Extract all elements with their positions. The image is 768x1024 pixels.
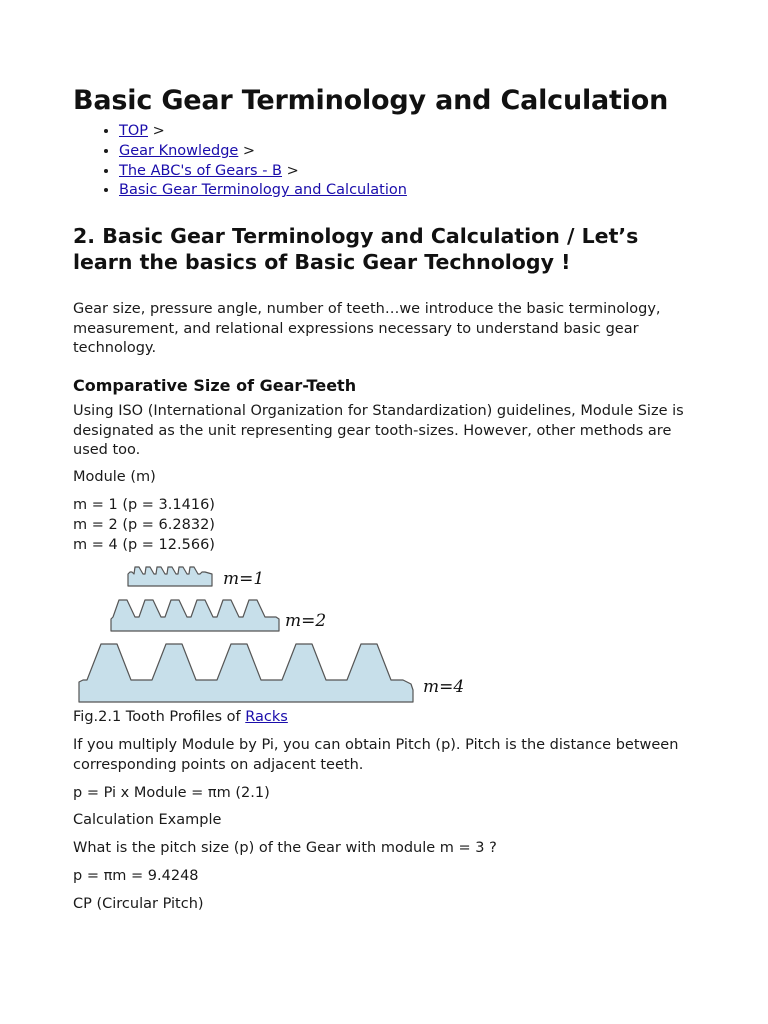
- rack-m4: [79, 644, 413, 702]
- pitch-formula: p = Pi x Module = πm (2.1): [73, 785, 270, 801]
- breadcrumb-item-top: [119, 122, 407, 142]
- module-line-2: m = 2 (p = 6.2832): [73, 517, 215, 533]
- rack-tooth-profiles-figure: [73, 562, 473, 704]
- rack-profiles-diagram: [73, 562, 473, 704]
- module-line-1: m = 1 (p = 3.1416): [73, 497, 215, 513]
- intro-paragraph: Gear size, pressure angle, number of teeth…we introduce the basic terminology, measurement, and relational expressions necessary to understand basic gear technology.: [73, 301, 661, 357]
- page-title: Basic Gear Terminology and Calculation: [73, 85, 669, 116]
- subheading-gear-teeth-size: Comparative Size of Gear-Teeth: [73, 376, 357, 395]
- rack-label-m2: m=2: [285, 611, 327, 631]
- figure-caption: [73, 708, 693, 728]
- iso-paragraph: Using ISO (International Organization for Standardization) guidelines, Module Size is designated as the unit representing gear tooth-sizes. However, other methods are used too.: [73, 403, 684, 459]
- rack-label-m1: m=1: [223, 569, 265, 589]
- rack-m1: [128, 567, 212, 586]
- breadcrumb-separator: >: [282, 162, 299, 179]
- racks-link[interactable]: Racks: [245, 709, 288, 725]
- breadcrumb: [73, 122, 407, 201]
- figure-caption-text: Fig.2.1 Tooth Profiles of: [73, 709, 246, 725]
- section-heading: 2. Basic Gear Terminology and Calculation / Let’s learn the basics of Basic Gear Technology !: [73, 224, 639, 274]
- breadcrumb-separator: >: [148, 123, 165, 139]
- calculation-example-label: Calculation Example: [73, 812, 222, 828]
- rack-m2: [111, 600, 279, 631]
- calculation-question: What is the pitch size (p) of the Gear with module m = 3 ?: [73, 840, 497, 856]
- breadcrumb-item-abc-of-gears: [119, 162, 407, 182]
- rack-label-m4: m=4: [423, 677, 465, 697]
- module-line-4: m = 4 (p = 12.566): [73, 537, 215, 553]
- circular-pitch-label: CP (Circular Pitch): [73, 896, 204, 912]
- module-label: Module (m): [73, 469, 156, 485]
- breadcrumb-link-current[interactable]: Basic Gear Terminology and Calculation: [119, 182, 407, 199]
- breadcrumb-item-current: [119, 181, 407, 201]
- breadcrumb-link-abc-of-gears[interactable]: The ABC's of Gears - B: [119, 162, 283, 179]
- breadcrumb-link-top[interactable]: TOP: [119, 123, 149, 139]
- breadcrumb-separator: >: [238, 142, 256, 159]
- breadcrumb-item-gear-knowledge: [119, 142, 407, 162]
- calculation-answer: p = πm = 9.4248: [73, 868, 199, 884]
- breadcrumb-link-gear-knowledge[interactable]: Gear Knowledge: [119, 142, 239, 159]
- pitch-paragraph: If you multiply Module by Pi, you can obtain Pitch (p). Pitch is the distance between corresponding points on adjacent teeth.: [73, 737, 679, 773]
